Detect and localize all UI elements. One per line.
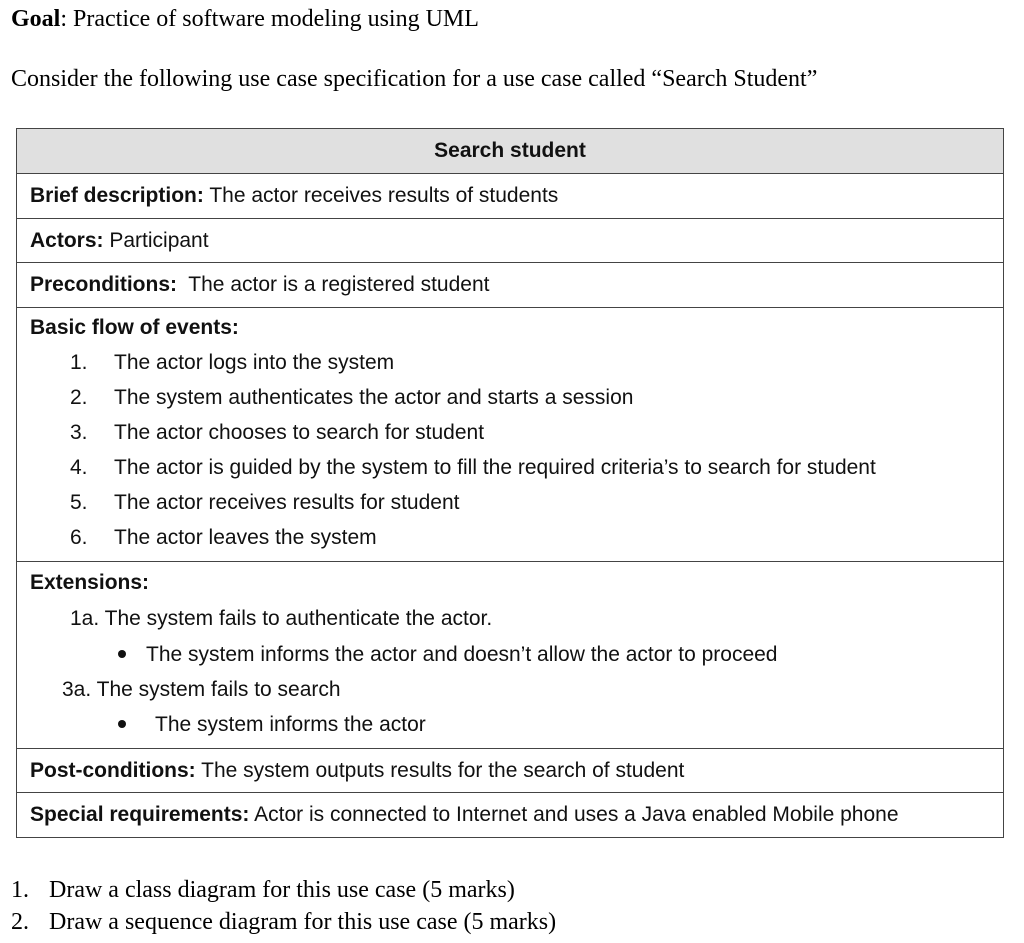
special-requirements-row — [17, 792, 1003, 837]
extension-3a-detail: The system informs the actor — [155, 712, 426, 736]
goal-text: : Practice of software modeling using UML — [60, 6, 479, 32]
basic-flow-label: Basic flow of events: — [30, 315, 239, 339]
use-case-table — [16, 128, 1004, 838]
question-text: Draw a class diagram for this use case (5 marks) — [49, 877, 515, 903]
question-text: Draw a sequence diagram for this use case (5 marks) — [49, 909, 557, 935]
postconditions-label: Post-conditions: — [30, 758, 196, 782]
flow-step-number: 6. — [70, 525, 88, 549]
flow-step-text: The actor is guided by the system to fill the required criteria’s to search for student — [114, 455, 876, 479]
actors-row — [17, 218, 1003, 263]
basic-flow-row — [17, 307, 1003, 561]
flow-step — [17, 488, 1003, 523]
brief-description-label: Brief description: — [30, 184, 204, 207]
flow-step-text: The system authenticates the actor and starts a session — [114, 385, 634, 409]
intro-text: Consider the following use case specification for a use case called “Search Student” — [11, 66, 818, 92]
flow-step — [17, 523, 1003, 558]
bullet-icon — [118, 650, 126, 658]
actors-label: Actors: — [30, 228, 104, 252]
special-requirements-label: Special requirements: — [30, 803, 250, 826]
basic-flow-steps — [17, 348, 1003, 558]
flow-step-number: 2. — [70, 385, 88, 409]
preconditions-label: Preconditions: — [30, 273, 178, 296]
brief-description-row — [17, 173, 1003, 218]
flow-step-text: The actor chooses to search for student — [114, 420, 485, 444]
question-number: 2. — [11, 909, 29, 935]
goal-label: Goal — [11, 6, 61, 32]
flow-step-number: 5. — [70, 490, 88, 514]
actors-value: Participant — [103, 228, 209, 252]
extensions-label: Extensions: — [30, 570, 150, 594]
flow-step-number: 4. — [70, 455, 88, 479]
postconditions-row — [17, 748, 1003, 793]
extension-3a: 3a. The system fails to search — [62, 677, 341, 701]
goal-line — [11, 2, 479, 36]
preconditions-value: The actor is a registered student — [177, 273, 490, 296]
flow-step-text: The actor logs into the system — [114, 350, 395, 374]
question-number: 1. — [11, 877, 29, 903]
flow-step — [17, 418, 1003, 453]
extension-1a-detail: The system informs the actor and doesn’t allow the actor to proceed — [146, 642, 778, 666]
postconditions-value: The system outputs results for the search of student — [195, 758, 685, 782]
flow-step-text: The actor leaves the system — [114, 525, 377, 549]
use-case-title: Search student — [17, 129, 1003, 173]
special-requirements-value: Actor is connected to Internet and uses a Java enabled Mobile phone — [249, 803, 899, 826]
flow-step-text: The actor receives results for student — [114, 490, 460, 514]
flow-step-number: 1. — [70, 350, 88, 374]
bullet-icon — [118, 720, 126, 728]
flow-step — [17, 383, 1003, 418]
brief-description-value: The actor receives results of students — [203, 184, 559, 207]
flow-step-number: 3. — [70, 420, 88, 444]
flow-step — [17, 348, 1003, 383]
preconditions-row — [17, 262, 1003, 307]
extensions-row — [17, 561, 1003, 748]
extension-1a: 1a. The system fails to authenticate the actor. — [70, 606, 493, 630]
flow-step — [17, 453, 1003, 488]
